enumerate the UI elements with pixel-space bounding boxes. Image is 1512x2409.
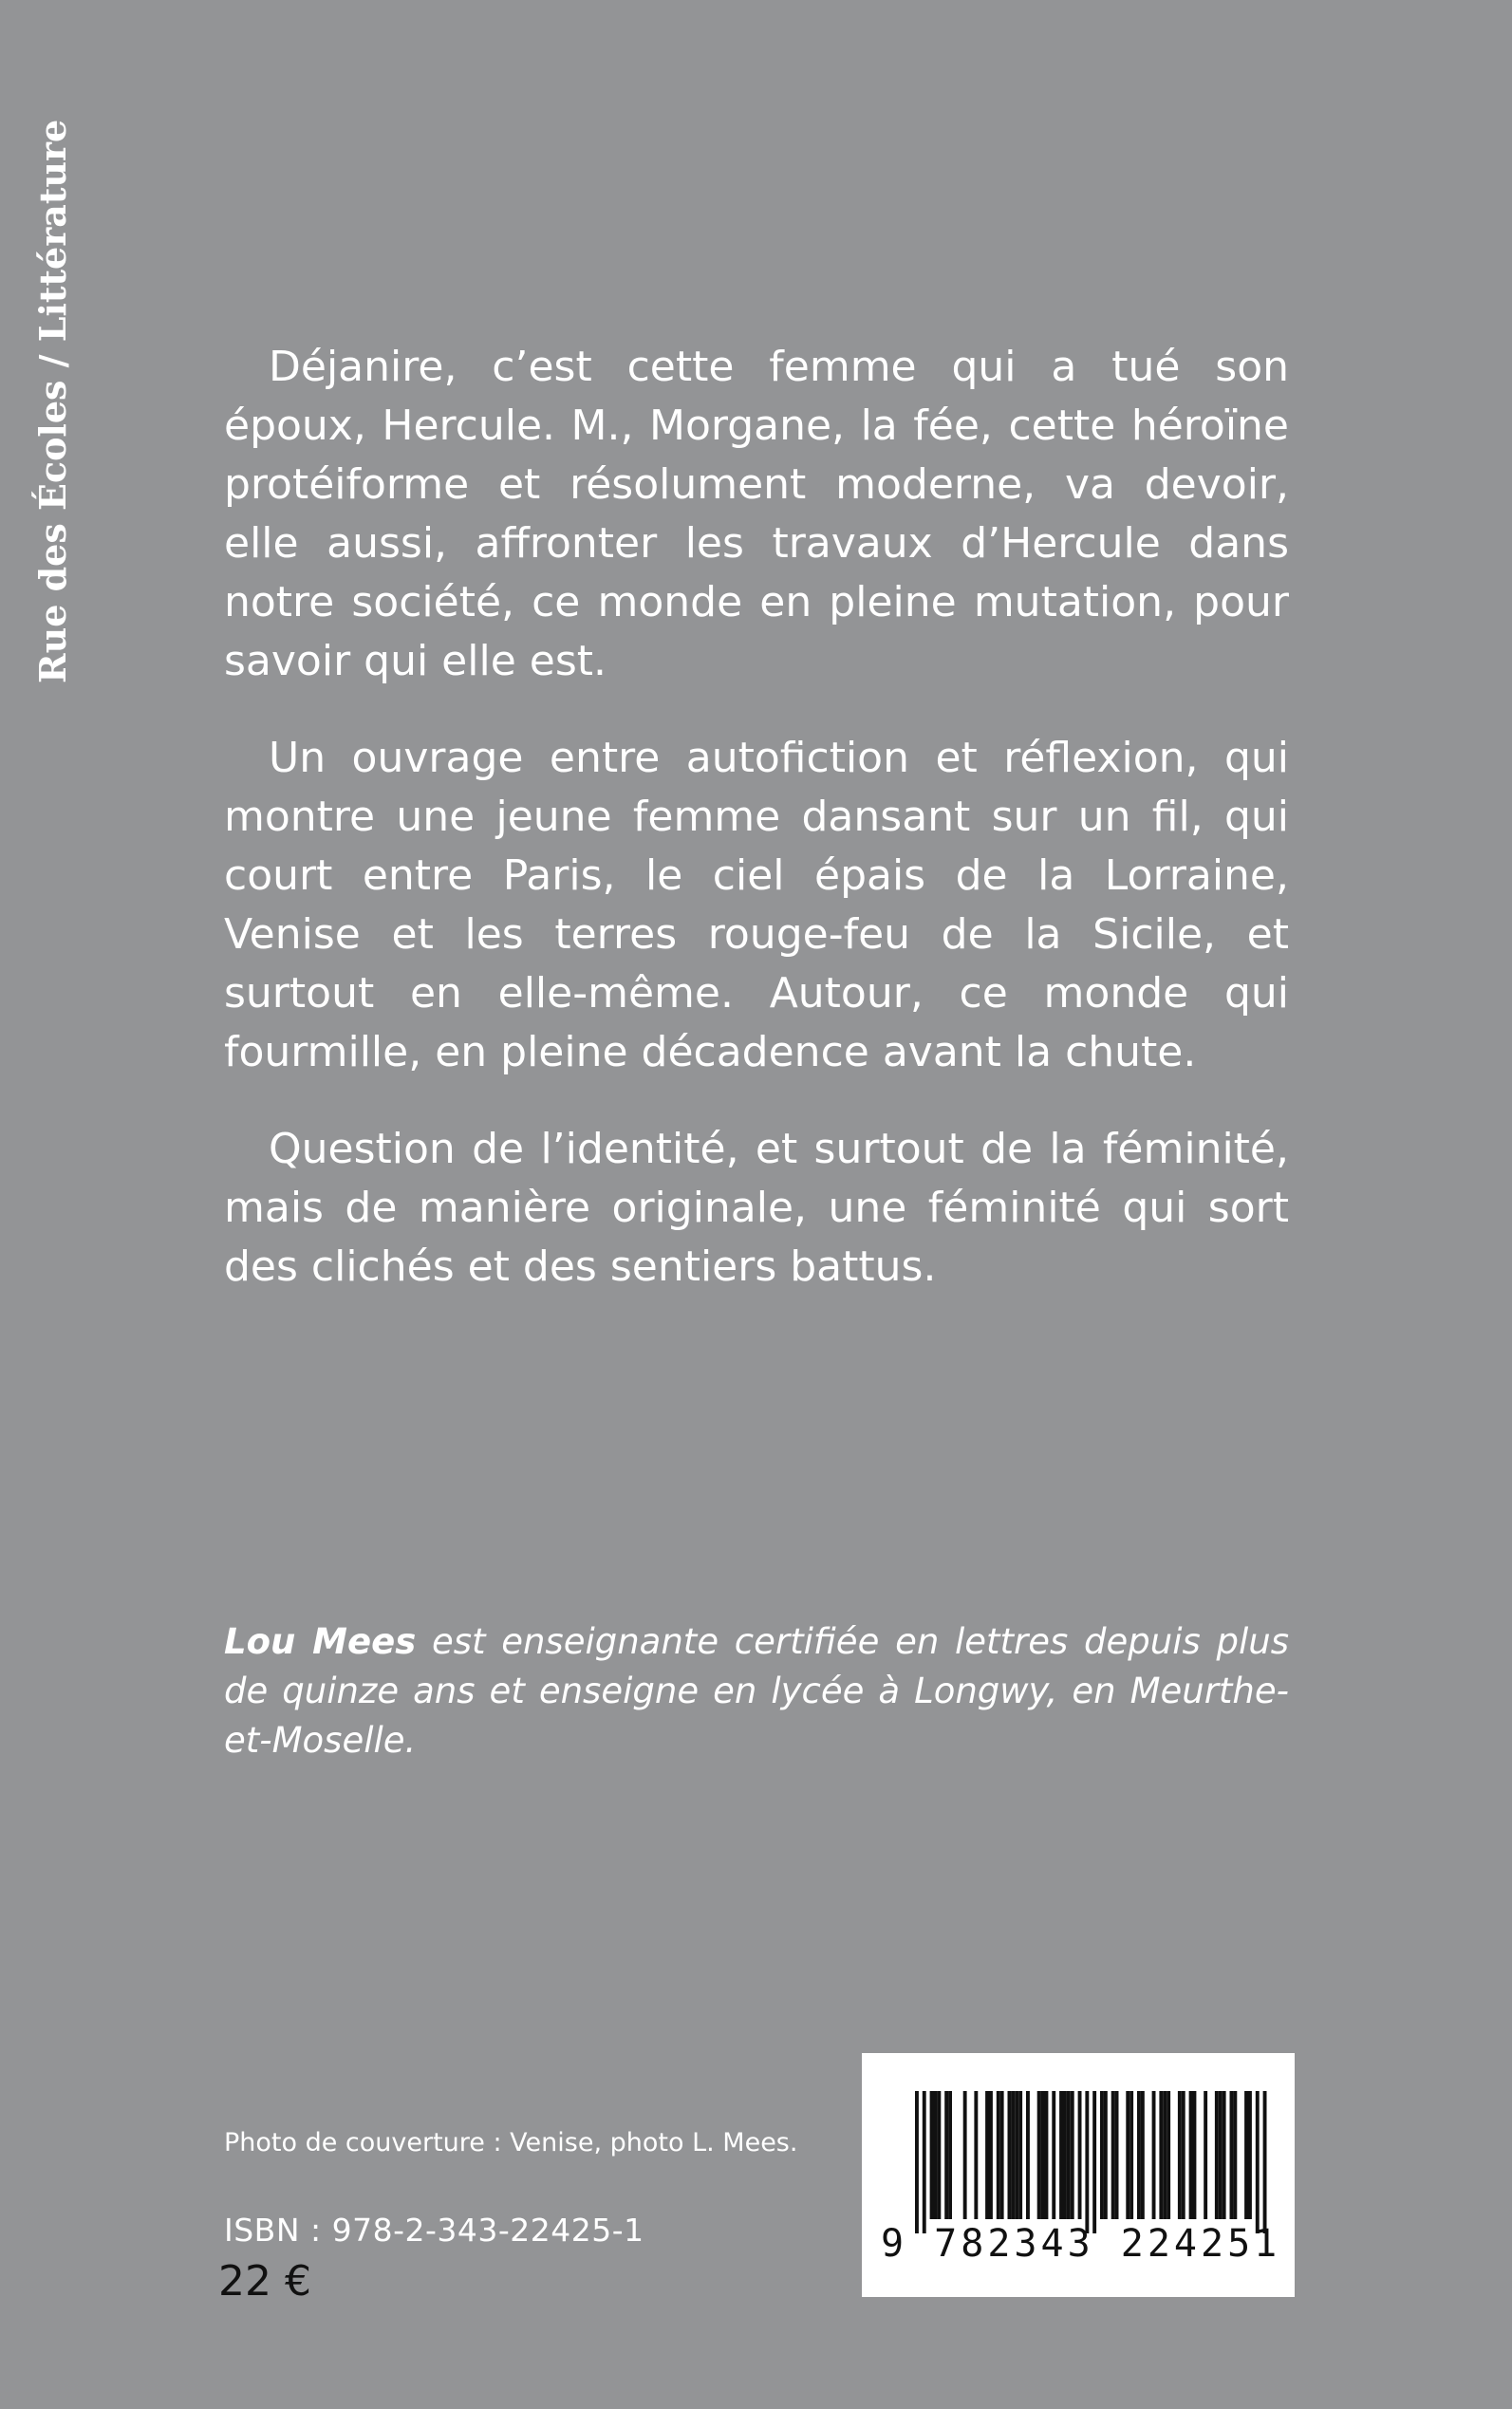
barcode-bar [1104,2091,1108,2219]
barcode-bar [1067,2091,1071,2219]
barcode-bar [974,2091,978,2219]
barcode-bar [1071,2091,1074,2219]
barcode-bar [1111,2091,1115,2219]
barcode-bar [1178,2091,1182,2219]
barcode-bar [1037,2091,1041,2219]
barcode-bar [1045,2091,1049,2219]
barcode-bar [963,2091,967,2219]
barcode-bar [1204,2091,1207,2219]
barcode-bar [1026,2091,1030,2219]
barcode-bar [1018,2091,1022,2219]
barcode-bar [1223,2091,1226,2219]
barcode-bar [1063,2091,1067,2219]
barcode-bar [1159,2091,1163,2219]
back-cover-blurb [224,338,1289,1335]
author-bio [224,1617,1289,1765]
barcode-bar [1052,2091,1055,2219]
barcode-bar [1129,2091,1133,2219]
barcode-bar [930,2091,934,2219]
blurb-paragraph-1: Déjanire, c’est cette femme qui a tué son époux, Hercule. M., Morgane, la fée, cette héroïne protéiforme et résolument moderne, va devoir, elle aussi, affronter les travaux d’Hercule dans notre société, ce monde en pleine mutation, pour savoir qui elle est. [224,343,1289,685]
barcode-bar [1126,2091,1129,2219]
barcode-bar [1219,2091,1223,2219]
barcode [862,2053,1295,2297]
barcode-bar [1256,2091,1260,2233]
barcode-bar [937,2091,941,2219]
photo-credit: Photo de couverture : Venise, photo L. Mees. [224,2128,798,2157]
barcode-bar [1141,2091,1145,2219]
barcode-bar [1000,2091,1004,2219]
barcode-bar [1059,2091,1063,2219]
blurb-paragraph-2: Un ouvrage entre autofiction et réflexion, qui montre une jeune femme dansant sur un fil, qui court entre Paris, le ciel épais de la Lorraine, Venise et les terres rouge-feu de la Sicile, et surtout en elle-même. Autour, ce monde qui fourmille, en pleine décadence avant la chute. [224,734,1289,1076]
price: 22 € [218,2257,311,2306]
barcode-bar [1244,2091,1248,2219]
barcode-bar [944,2091,948,2219]
barcode-bar [1041,2091,1045,2219]
barcode-bar [915,2091,919,2233]
barcode-bar [997,2091,1000,2219]
barcode-bar [1152,2091,1156,2219]
barcode-bar [1011,2091,1015,2219]
barcode-bar [1263,2091,1267,2233]
barcode-bar [1167,2091,1170,2219]
barcode-bar [1163,2091,1167,2219]
isbn: ISBN : 978-2-343-22425-1 [224,2212,644,2249]
barcode-bar [1078,2091,1082,2219]
barcode-bar [1193,2091,1197,2219]
barcode-digits: 9 782343 224251 [881,2222,1281,2266]
barcode-bar [1008,2091,1012,2219]
blurb-paragraph-3: Question de l’identité, et surtout de la féminité, mais de manière originale, une féminité qui sort des clichés et des sentiers battus. [224,1125,1289,1291]
author-name: Lou Mees [224,1621,417,1662]
barcode-bar [1248,2091,1252,2219]
barcode-bar [989,2091,993,2219]
series-title: Rue des Écoles / Littérature [31,119,74,683]
barcode-bar [1137,2091,1141,2219]
barcode-bar [985,2091,989,2219]
author-bio-text: est enseignante certifiée en lettres depuis plus de quinze ans et enseigne en lycée à Longwy, en Meurthe-et-Moselle. [224,1621,1289,1761]
barcode-bar [1100,2091,1104,2219]
barcode-bar [1182,2091,1185,2219]
barcode-bar [1115,2091,1119,2219]
barcode-bar [934,2091,938,2219]
barcode-bar [1230,2091,1234,2219]
barcode-bar [1015,2091,1018,2219]
barcode-bar [1085,2091,1089,2233]
barcode-bar [948,2091,952,2219]
barcode-bar [1092,2091,1096,2233]
barcode-bar [1189,2091,1193,2219]
barcode-bar [923,2091,926,2233]
barcode-bar [1233,2091,1237,2219]
barcode-bar [1215,2091,1219,2219]
